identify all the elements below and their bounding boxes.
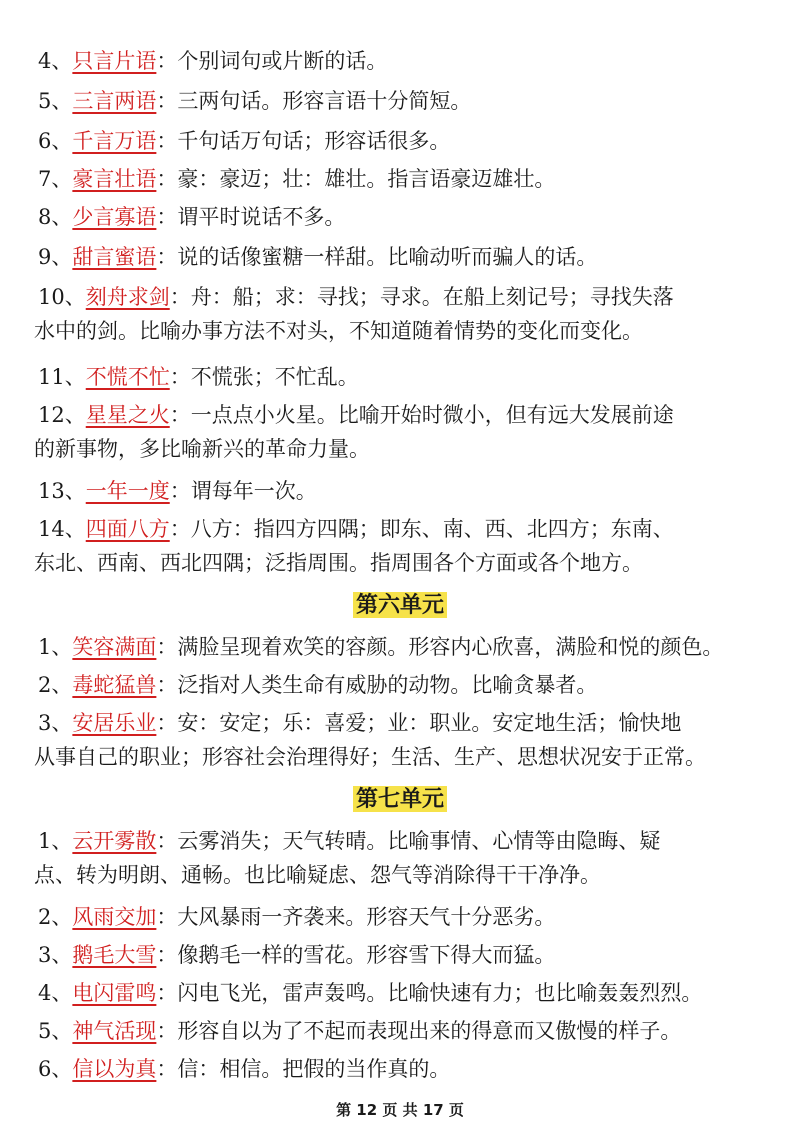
entry-number: 2、 xyxy=(38,673,73,697)
idiom-term: 信以为真 xyxy=(72,1057,157,1081)
entry-first-line xyxy=(38,635,723,659)
idiom-entry xyxy=(34,398,778,466)
idiom-entry xyxy=(34,706,778,774)
definition-continuation: 东北、西南、西北四隅；泛指周围。指周围各个方面或各个地方。 xyxy=(34,551,643,575)
idiom-definition: 泛指对人类生命有威胁的动物。比喻贪暴者。 xyxy=(177,673,598,697)
term-colon: ： xyxy=(156,829,178,853)
page-number-text: 第 12 页 共 17 页 xyxy=(336,1101,464,1119)
idiom-definition: 信：相信。把假的当作真的。 xyxy=(177,1057,451,1081)
entry-first-line xyxy=(38,981,702,1005)
idiom-definition: 谓平时说话不多。 xyxy=(177,205,346,229)
page-footer xyxy=(0,1100,800,1120)
idiom-definition: 大风暴雨一齐袭来。形容天气十分恶劣。 xyxy=(177,905,556,929)
entry-number: 5、 xyxy=(38,89,73,113)
entry-first-line xyxy=(38,1057,450,1081)
entry-number: 2、 xyxy=(38,905,73,929)
entry-number: 7、 xyxy=(38,167,73,191)
entry-first-line xyxy=(38,245,597,269)
entry-first-line xyxy=(38,285,674,309)
idiom-definition: 云雾消失；天气转晴。比喻事情、心情等由隐晦、疑 xyxy=(177,829,661,853)
idiom-entry xyxy=(34,512,778,580)
entry-number: 13、 xyxy=(38,479,86,503)
term-colon: ： xyxy=(156,1057,178,1081)
idiom-entry xyxy=(38,976,778,1010)
entry-first-line xyxy=(38,673,597,697)
idiom-entry xyxy=(38,474,778,508)
idiom-term: 甜言蜜语 xyxy=(72,245,157,269)
term-colon: ： xyxy=(156,981,178,1005)
idiom-definition: 像鹅毛一样的雪花。形容雪下得大而猛。 xyxy=(177,943,556,967)
unit-heading-text: 第七单元 xyxy=(353,786,447,812)
idiom-definition: 一点点小火星。比喻开始时微小，但有远大发展前途 xyxy=(190,403,674,427)
entry-number: 4、 xyxy=(38,981,73,1005)
idiom-term: 三言两语 xyxy=(72,89,157,113)
entry-number: 1、 xyxy=(38,635,73,659)
entry-first-line xyxy=(38,943,555,967)
entry-first-line xyxy=(38,89,471,113)
term-colon: ： xyxy=(156,245,178,269)
term-colon: ： xyxy=(169,365,191,389)
entry-first-line xyxy=(38,365,359,389)
idiom-entry xyxy=(38,630,778,664)
idiom-term: 星星之火 xyxy=(85,403,170,427)
idiom-term: 豪言壮语 xyxy=(72,167,157,191)
entry-number: 3、 xyxy=(38,711,73,735)
term-colon: ： xyxy=(156,167,178,191)
idiom-entry xyxy=(38,900,778,934)
definition-continuation: 点、转为明朗、通畅。也比喻疑虑、怨气等消除得干干净净。 xyxy=(34,863,601,887)
idiom-entry xyxy=(34,824,778,892)
definition-continuation: 从事自己的职业；形容社会治理得好；生活、生产、思想状况安于正常。 xyxy=(34,745,706,769)
idiom-term: 少言寡语 xyxy=(72,205,157,229)
idiom-term: 四面八方 xyxy=(85,517,170,541)
unit-heading xyxy=(0,588,800,622)
term-colon: ： xyxy=(169,517,191,541)
entry-first-line xyxy=(38,167,555,191)
entry-first-line xyxy=(38,479,317,503)
idiom-definition: 八方：指四方四隅；即东、南、西、北四方；东南、 xyxy=(190,517,674,541)
entry-number: 9、 xyxy=(38,245,73,269)
entry-number: 10、 xyxy=(38,285,86,309)
entry-number: 6、 xyxy=(38,129,73,153)
idiom-entry xyxy=(38,360,778,394)
term-colon: ： xyxy=(156,673,178,697)
idiom-entry xyxy=(38,200,778,234)
idiom-term: 一年一度 xyxy=(85,479,170,503)
entry-first-line xyxy=(38,829,660,853)
entry-first-line xyxy=(38,1019,681,1043)
idiom-term: 风雨交加 xyxy=(72,905,157,929)
idiom-entry xyxy=(38,1052,778,1086)
idiom-entry xyxy=(34,280,778,348)
entry-first-line xyxy=(38,49,387,73)
entry-number: 5、 xyxy=(38,1019,73,1043)
entry-first-line xyxy=(38,905,555,929)
idiom-term: 鹅毛大雪 xyxy=(72,943,157,967)
idiom-term: 只言片语 xyxy=(72,49,157,73)
idiom-definition: 千句话万句话；形容话很多。 xyxy=(177,129,451,153)
idiom-entry xyxy=(38,44,778,78)
term-colon: ： xyxy=(156,129,178,153)
idiom-definition: 说的话像蜜糖一样甜。比喻动听而骗人的话。 xyxy=(177,245,598,269)
unit-heading-text: 第六单元 xyxy=(353,592,447,618)
idiom-definition: 安：安定；乐：喜爱；业：职业。安定地生活；愉快地 xyxy=(177,711,682,735)
term-colon: ： xyxy=(156,205,178,229)
idiom-term: 不慌不忙 xyxy=(85,365,170,389)
term-colon: ： xyxy=(156,1019,178,1043)
entry-number: 12、 xyxy=(38,403,86,427)
idiom-term: 神气活现 xyxy=(72,1019,157,1043)
idiom-definition: 闪电飞光，雷声轰鸣。比喻快速有力；也比喻轰轰烈烈。 xyxy=(177,981,703,1005)
idiom-term: 云开雾散 xyxy=(72,829,157,853)
idiom-definition: 满脸呈现着欢笑的容颜。形容内心欣喜，满脸和悦的颜色。 xyxy=(177,635,724,659)
idiom-entry xyxy=(38,938,778,972)
idiom-term: 毒蛇猛兽 xyxy=(72,673,157,697)
definition-continuation: 水中的剑。比喻办事方法不对头，不知道随着情势的变化而变化。 xyxy=(34,319,643,343)
term-colon: ： xyxy=(156,711,178,735)
idiom-entry xyxy=(38,124,778,158)
entry-first-line xyxy=(38,403,674,427)
idiom-term: 安居乐业 xyxy=(72,711,157,735)
entry-number: 14、 xyxy=(38,517,86,541)
idiom-entry xyxy=(38,668,778,702)
term-colon: ： xyxy=(156,635,178,659)
idiom-definition: 个别词句或片断的话。 xyxy=(177,49,388,73)
term-colon: ： xyxy=(156,943,178,967)
idiom-definition: 舟：船；求：寻找；寻求。在船上刻记号；寻找失落 xyxy=(190,285,674,309)
idiom-definition: 豪：豪迈；壮：雄壮。指言语豪迈雄壮。 xyxy=(177,167,556,191)
idiom-term: 笑容满面 xyxy=(72,635,157,659)
unit-heading xyxy=(0,782,800,816)
entry-first-line xyxy=(38,711,681,735)
term-colon: ： xyxy=(169,403,191,427)
idiom-definition: 不慌张；不忙乱。 xyxy=(190,365,359,389)
idiom-definition: 形容自以为了不起而表现出来的得意而又傲慢的样子。 xyxy=(177,1019,682,1043)
entry-number: 11、 xyxy=(38,365,86,389)
term-colon: ： xyxy=(169,479,191,503)
entry-number: 3、 xyxy=(38,943,73,967)
idiom-entry xyxy=(38,240,778,274)
entry-number: 8、 xyxy=(38,205,73,229)
idiom-term: 刻舟求剑 xyxy=(85,285,170,309)
idiom-term: 电闪雷鸣 xyxy=(72,981,157,1005)
term-colon: ： xyxy=(156,905,178,929)
idiom-term: 千言万语 xyxy=(72,129,157,153)
definition-continuation: 的新事物，多比喻新兴的革命力量。 xyxy=(34,437,370,461)
entry-number: 4、 xyxy=(38,49,73,73)
entry-number: 1、 xyxy=(38,829,73,853)
entry-first-line xyxy=(38,205,345,229)
term-colon: ： xyxy=(156,49,178,73)
idiom-entry xyxy=(38,1014,778,1048)
idiom-definition: 三两句话。形容言语十分简短。 xyxy=(177,89,472,113)
entry-number: 6、 xyxy=(38,1057,73,1081)
idiom-entry xyxy=(38,162,778,196)
entry-first-line xyxy=(38,129,450,153)
term-colon: ： xyxy=(169,285,191,309)
term-colon: ： xyxy=(156,89,178,113)
idiom-entry xyxy=(38,84,778,118)
entry-first-line xyxy=(38,517,674,541)
idiom-definition: 谓每年一次。 xyxy=(190,479,317,503)
